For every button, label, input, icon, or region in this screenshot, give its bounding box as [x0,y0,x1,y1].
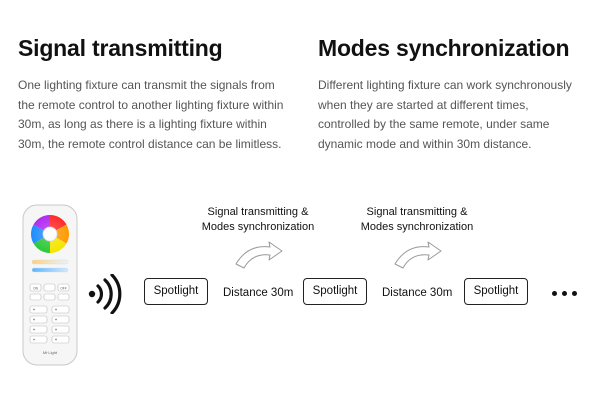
remote-on-label: ON [33,286,38,291]
remote-brand-logo: Mi·Light [42,350,58,355]
distance-label-1: Distance 30m [223,287,294,299]
ellipsis-dot [572,291,577,296]
sync-label-2 [352,205,482,235]
modes-synchronization-description: Different lighting fixture can work synchronously when they are started at different times, controlled by the same remote, under same dynamic mode and within 30m distance. [318,78,572,151]
sync-label-2-line2: Modes synchronization [360,221,474,233]
remote-off-label: OFF [60,286,67,291]
sync-label-1 [193,205,323,235]
modes-synchronization-title: Modes synchronization [318,35,570,61]
spotlight-box-2: Spotlight [303,278,367,305]
signal-transmitting-title: Signal transmitting [18,35,223,61]
modes-synchronization-section [318,34,580,154]
spotlight-box-3: Spotlight [464,278,528,305]
wireless-signal-icon [86,274,126,319]
remote-control-icon [22,204,78,366]
remote-control-illustration [22,204,78,371]
ellipsis-dot [552,291,557,296]
signal-transmitting-section [18,34,290,154]
spotlight-box-1: Spotlight [144,278,208,305]
signal-transmitting-description: One lighting fixture can transmit the signals from the remote control to another lighting fixture within 30m, as long as there is a lighting fixture within 30m, the remote control distance can be limitless. [18,78,284,151]
curved-arrow-icon [234,238,290,275]
sync-label-1-line1: Signal transmitting & [207,206,309,218]
sync-label-2-line1: Signal transmitting & [366,206,468,218]
ellipsis-icon [552,291,577,296]
curved-arrow-icon [393,238,449,275]
distance-label-2: Distance 30m [382,287,453,299]
ellipsis-dot [562,291,567,296]
sync-label-1-line2: Modes synchronization [201,221,315,233]
